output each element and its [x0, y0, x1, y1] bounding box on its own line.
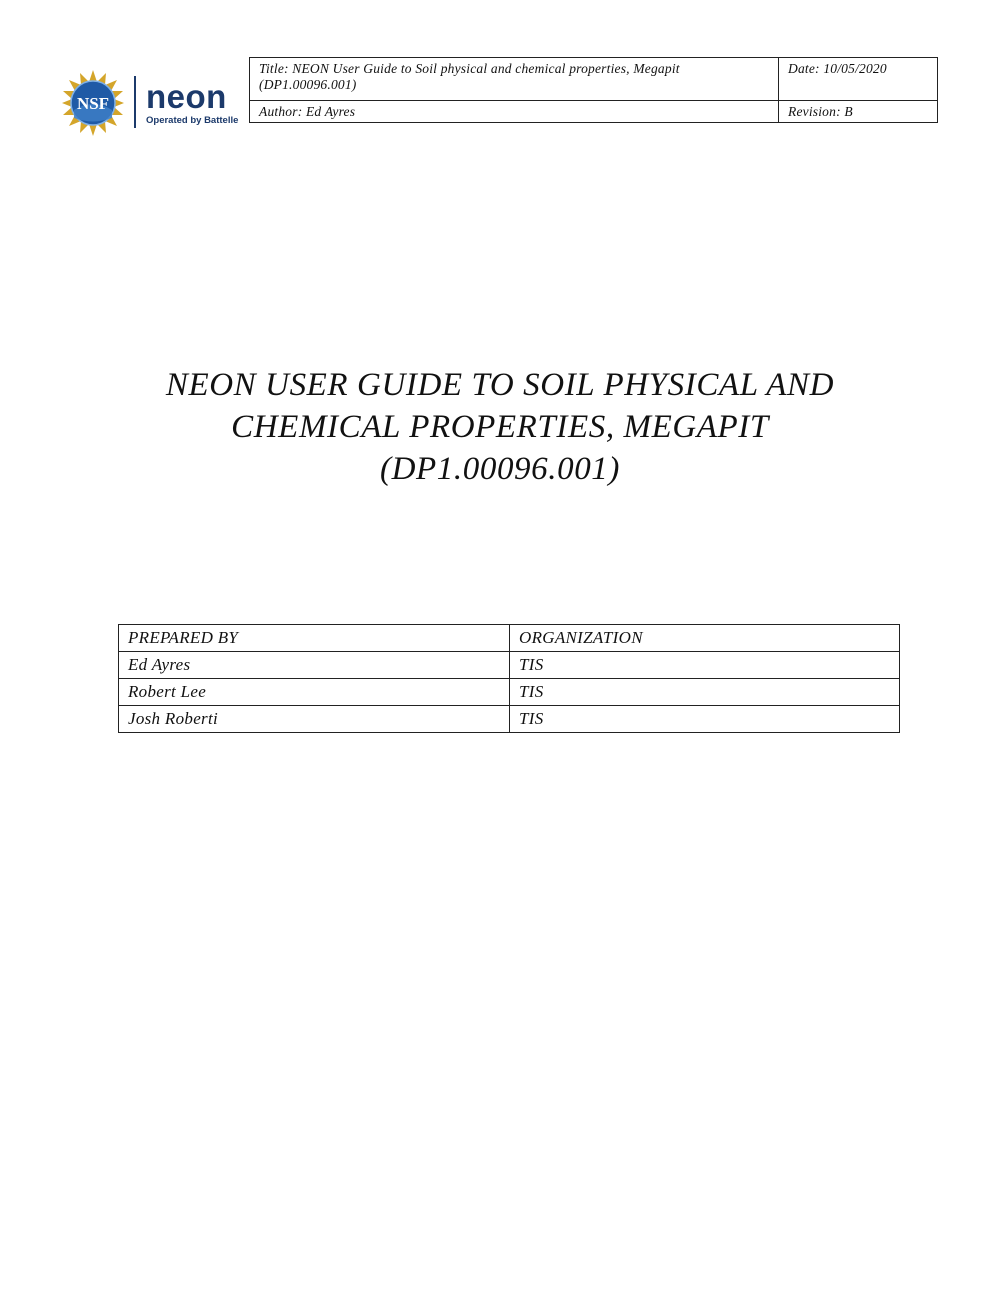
- preparer-organization: TIS: [510, 652, 900, 679]
- header-revision-cell: Revision: B: [779, 101, 938, 123]
- header-author-cell: Author: Ed Ayres: [250, 101, 779, 123]
- table-row: [119, 679, 900, 706]
- header-row-author: [250, 101, 938, 123]
- logo-tagline: Operated by Battelle: [146, 115, 239, 126]
- prepared-by-header: PREPARED BY: [119, 625, 510, 652]
- logo: [62, 70, 240, 136]
- preparer-name: Robert Lee: [119, 679, 510, 706]
- preparer-organization: TIS: [510, 679, 900, 706]
- table-row: [119, 652, 900, 679]
- header-date-cell: Date: 10/05/2020: [779, 58, 938, 101]
- preparer-name: Josh Roberti: [119, 706, 510, 733]
- nsf-seal-text: NSF: [76, 94, 110, 113]
- logo-divider: [134, 76, 136, 128]
- document-title-line: CHEMICAL PROPERTIES, MEGAPIT: [231, 409, 769, 445]
- preparer-organization: TIS: [510, 706, 900, 733]
- nsf-seal: [62, 70, 124, 136]
- header-table: [249, 57, 938, 123]
- neon-wordmark: neon: [146, 78, 227, 115]
- table-row: [119, 706, 900, 733]
- nsf-neon-logo: [62, 70, 240, 136]
- header-title-cell: Title: NEON User Guide to Soil physical and chemical properties, Megapit (DP1.00096.001): [250, 58, 779, 101]
- preparer-name: Ed Ayres: [119, 652, 510, 679]
- document-title-line: (DP1.00096.001): [380, 451, 620, 487]
- prepared-by-header-row: [119, 625, 900, 652]
- header-row-title: [250, 58, 938, 101]
- organization-header: ORGANIZATION: [510, 625, 900, 652]
- document-title-line: NEON USER GUIDE TO SOIL PHYSICAL AND: [165, 367, 835, 403]
- document-title: [100, 364, 900, 490]
- prepared-by-table: [118, 624, 900, 733]
